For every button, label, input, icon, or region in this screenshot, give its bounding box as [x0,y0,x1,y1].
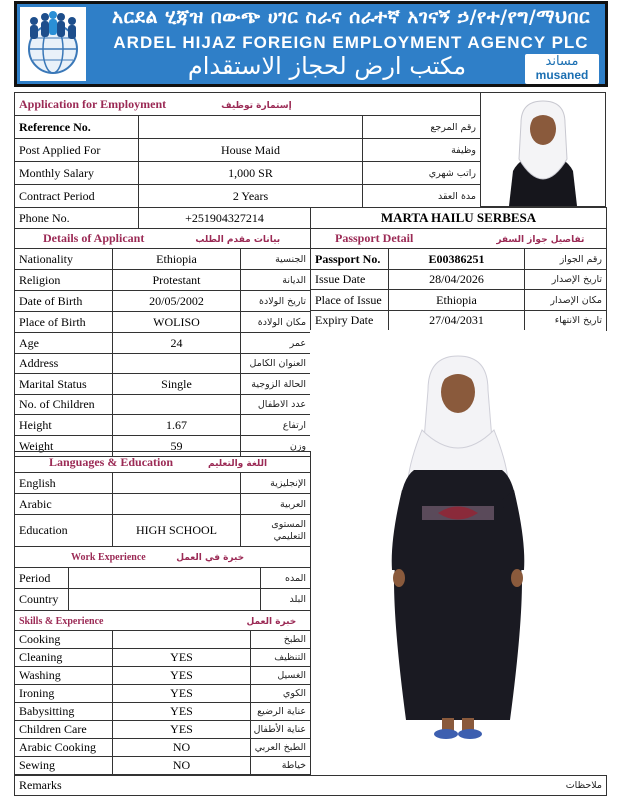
education-label: Education [15,515,113,547]
detail-label: Age [15,333,113,354]
work-row-country [15,589,311,611]
education-row [15,515,311,547]
application-title-arabic: إستمارة توظيف [221,100,292,111]
language-value [113,473,241,494]
musaned-logo-arabic: مساند [545,54,579,69]
skill-label-arabic: خياطة [251,757,311,775]
detail-row-dob [15,291,311,312]
salary-value: 1,000 SR [139,162,363,185]
detail-label-arabic: عدد الاطفال [241,395,311,415]
skill-row-cleaning [15,649,311,667]
skill-label-arabic: الغسيل [251,667,311,685]
passport-label-arabic: تاريخ الإصدار [525,270,607,290]
remarks-label-arabic: ملاحظات [311,776,607,796]
work-label: Period [15,568,69,589]
language-label-arabic: العربية [241,494,311,515]
passport-table [310,228,607,331]
detail-value: Protestant [113,270,241,291]
work-label-arabic: المده [261,568,311,589]
skill-value: YES [113,703,251,721]
skill-value: YES [113,721,251,739]
skill-value: NO [113,739,251,757]
skill-row-ironing [15,685,311,703]
detail-value: 59 [113,436,241,457]
passport-label: Expiry Date [311,311,389,331]
detail-label-arabic: الجنسية [241,249,311,270]
passport-title-arabic: تفاصيل جواز السفر [496,235,585,245]
detail-row-age [15,333,311,354]
languages-title-cell [15,452,311,473]
detail-label: Place of Birth [15,312,113,333]
detail-label-arabic: عمر [241,333,311,354]
detail-value: 1.67 [113,415,241,436]
passport-title: Passport Detail [335,231,414,245]
reference-label: Reference No. [15,116,139,139]
post-value: House Maid [139,139,363,162]
detail-label-arabic: الحالة الزوجية [241,374,311,395]
languages-table [14,451,311,547]
passport-row-issue-date [311,270,607,290]
detail-label-arabic: وزن [241,436,311,457]
skill-value [113,631,251,649]
detail-label-arabic: العنوان الكامل [241,354,311,374]
work-label-arabic: البلد [261,589,311,611]
applicant-name: MARTA HAILU SERBESA [311,208,607,229]
detail-label: Height [15,415,113,436]
skill-value: NO [113,757,251,775]
detail-row-children [15,395,311,415]
passport-row-place-of-issue [311,290,607,311]
skills-title-cell [15,611,311,631]
agency-banner [14,1,608,87]
phone-value: +251904327214 [139,208,311,229]
passport-row-number [311,249,607,270]
language-label: English [15,473,113,494]
skill-label-arabic: الطبخ [251,631,311,649]
passport-value: Ethiopia [389,290,525,311]
reference-label-arabic: رقم المرجع [363,116,481,139]
passport-label: Place of Issue [311,290,389,311]
detail-value [113,354,241,374]
phone-label: Phone No. [15,208,139,229]
detail-label: Marital Status [15,374,113,395]
musaned-logo-english: musaned [535,68,589,82]
passport-value: 27/04/2031 [389,311,525,331]
agency-name-arabic: مكتب ارض لحجاز الاستقدام [187,52,467,80]
detail-label: No. of Children [15,395,113,415]
detail-row-nationality [15,249,311,270]
detail-label: Weight [15,436,113,457]
passport-label: Passport No. [311,249,389,270]
agency-name-amharic: አርደል ሂጃዝ በውጭ ሀገር ስራና ሰራተኛ አገናኝ ኃ/የተ/የግ/ማህበር [111,6,590,28]
work-row-period [15,568,311,589]
salary-label-arabic: راتب شهري [363,162,481,185]
education-value: HIGH SCHOOL [113,515,241,547]
work-title-arabic: خبرة في العمل [176,552,245,563]
passport-value: E00386251 [389,249,525,270]
languages-title-arabic: اللغة والتعليم [208,458,268,469]
details-table [14,228,311,457]
applicant-portrait-photo [480,92,606,207]
detail-label-arabic: الديانة [241,270,311,291]
detail-row-marital-status [15,374,311,395]
passport-label-arabic: مكان الإصدار [525,290,607,311]
passport-row-expiry-date [311,311,607,331]
detail-label: Nationality [15,249,113,270]
skill-label: Cleaning [15,649,113,667]
detail-label: Religion [15,270,113,291]
remarks-table [14,775,607,796]
skill-row-arabic-cooking [15,739,311,757]
post-label-arabic: وظيفة [363,139,481,162]
skill-label-arabic: الطبخ العربي [251,739,311,757]
passport-label-arabic: تاريخ الانتهاء [525,311,607,331]
detail-row-religion [15,270,311,291]
skill-label-arabic: عناية الأطفال [251,721,311,739]
work-title: Work Experience [71,551,146,563]
skills-title: Skills & Experience [19,616,104,627]
application-table [14,92,481,208]
globe-people-logo-icon [20,7,86,81]
passport-value: 28/04/2026 [389,270,525,290]
skill-row-cooking [15,631,311,649]
detail-value [113,395,241,415]
contract-label: Contract Period [15,185,139,208]
skill-label: Arabic Cooking [15,739,113,757]
contract-value: 2 Years [139,185,363,208]
detail-label-arabic: تاريخ الولادة [241,291,311,312]
skill-row-babysitting [15,703,311,721]
applicant-full-body-photo [310,330,606,775]
skills-table [14,610,311,775]
skill-label: Children Care [15,721,113,739]
detail-value: 24 [113,333,241,354]
skills-title-arabic: خبرة العمل [246,617,297,627]
detail-label: Address [15,354,113,374]
languages-title: Languages & Education [49,454,174,469]
skill-value: YES [113,685,251,703]
detail-value: WOLISO [113,312,241,333]
detail-row-address [15,354,311,374]
reference-value [139,116,363,139]
language-row-arabic [15,494,311,515]
work-label: Country [15,589,69,611]
agency-name-english: ARDEL HIJAZ FOREIGN EMPLOYMENT AGENCY PLC [113,33,589,52]
detail-row-place-of-birth [15,312,311,333]
detail-row-height [15,415,311,436]
application-title: Application for Employment [19,96,167,111]
detail-label: Date of Birth [15,291,113,312]
salary-label: Monthly Salary [15,162,139,185]
work-value [69,589,261,611]
detail-value: 20/05/2002 [113,291,241,312]
skill-row-sewing [15,757,311,775]
detail-value: Ethiopia [113,249,241,270]
skill-label: Ironing [15,685,113,703]
skill-label: Babysitting [15,703,113,721]
application-title-cell [15,93,481,116]
remarks-label: Remarks [15,776,311,796]
details-title: Details of Applicant [43,231,145,245]
language-value [113,494,241,515]
details-title-arabic: بيانات مقدم الطلب [195,235,281,245]
contract-label-arabic: مدة العقد [363,185,481,208]
skill-value: YES [113,649,251,667]
work-value [69,568,261,589]
phone-row-table [14,207,607,229]
skill-value: YES [113,667,251,685]
language-label-arabic: الإنجليزية [241,473,311,494]
details-title-cell [15,229,311,249]
skill-row-children-care [15,721,311,739]
musaned-logo [525,54,599,84]
skill-label-arabic: عناية الرضيع [251,703,311,721]
detail-label-arabic: ارتفاع [241,415,311,436]
passport-label: Issue Date [311,270,389,290]
skill-label: Cooking [15,631,113,649]
language-row-english [15,473,311,494]
skill-row-washing [15,667,311,685]
education-label-arabic: المستوى التعليمي [241,515,311,547]
work-experience-table [14,546,311,611]
post-label: Post Applied For [15,139,139,162]
work-title-cell [15,547,311,568]
passport-title-cell [311,229,607,249]
detail-value: Single [113,374,241,395]
detail-label-arabic: مكان الولادة [241,312,311,333]
skill-label: Washing [15,667,113,685]
passport-label-arabic: رقم الجواز [525,249,607,270]
language-label: Arabic [15,494,113,515]
skill-label-arabic: التنظيف [251,649,311,667]
skill-label-arabic: الكوي [251,685,311,703]
skill-label: Sewing [15,757,113,775]
